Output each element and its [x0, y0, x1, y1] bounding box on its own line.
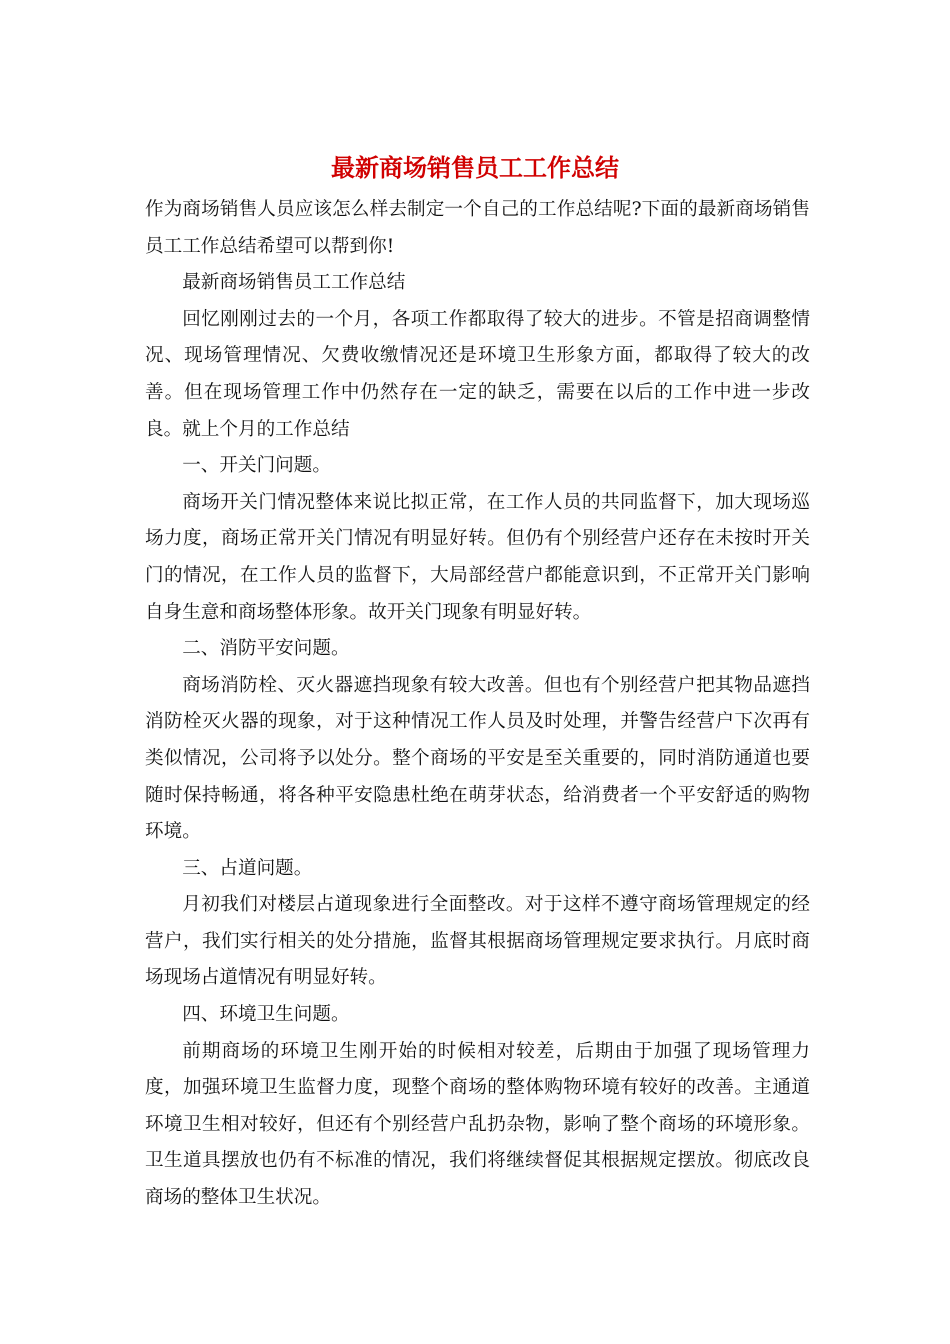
document-body	[145, 192, 810, 1217]
section-heading: 一、开关门问题。	[182, 455, 331, 477]
paragraph: 作为商场销售人员应该怎么样去制定一个自己的工作总结呢?下面的最新商场销售员工工作总结希望可以帮到你!	[145, 199, 810, 257]
document-title: 最新商场销售员工工作总结	[331, 154, 619, 182]
paragraph: 最新商场销售员工工作总结	[182, 272, 406, 294]
section-heading: 二、消防平安问题。	[182, 638, 350, 660]
paragraph: 回忆刚刚过去的一个月，各项工作都取得了较大的进步。不管是招商调整情况、现场管理情况、欠费收缴情况还是环境卫生形象方面，都取得了较大的改善。但在现场管理工作中仍然存在一定的缺乏，需要在以后的工作中进一步改良。就上个月的工作总结	[145, 308, 810, 440]
paragraph: 商场消防栓、灭火器遮挡现象有较大改善。但也有个别经营户把其物品遮挡消防栓灭火器的现象，对于这种情况工作人员及时处理，并警告经营户下次再有类似情况，公司将予以处分。整个商场的平安是至关重要的，同时消防通道也要随时保持畅通，将各种平安隐患杜绝在萌芽状态，给消费者一个平安舒适的购物环境。	[145, 674, 810, 843]
paragraph: 月初我们对楼层占道现象进行全面整改。对于这样不遵守商场管理规定的经营户，我们实行相关的处分措施，监督其根据商场管理规定要求执行。月底时商场现场占道情况有明显好转。	[145, 894, 810, 989]
section-heading: 三、占道问题。	[182, 857, 313, 879]
paragraph: 商场开关门情况整体来说比拟正常，在工作人员的共同监督下，加大现场巡场力度，商场正常开关门情况有明显好转。但仍有个别经营户还存在未按时开关门的情况，在工作人员的监督下，大局部经营户都能意识到，不正常开关门影响自身生意和商场整体形象。故开关门现象有明显好转。	[145, 491, 810, 623]
section-heading: 四、环境卫生问题。	[182, 1004, 350, 1026]
paragraph: 前期商场的环境卫生刚开始的时候相对较差，后期由于加强了现场管理力度，加强环境卫生监督力度，现整个商场的整体购物环境有较好的改善。主通道环境卫生相对较好，但还有个别经营户乱扔杂物，影响了整个商场的环境形象。卫生道具摆放也仍有不标准的情况，我们将继续督促其根据规定摆放。彻底改良商场的整体卫生状况。	[145, 1040, 810, 1209]
